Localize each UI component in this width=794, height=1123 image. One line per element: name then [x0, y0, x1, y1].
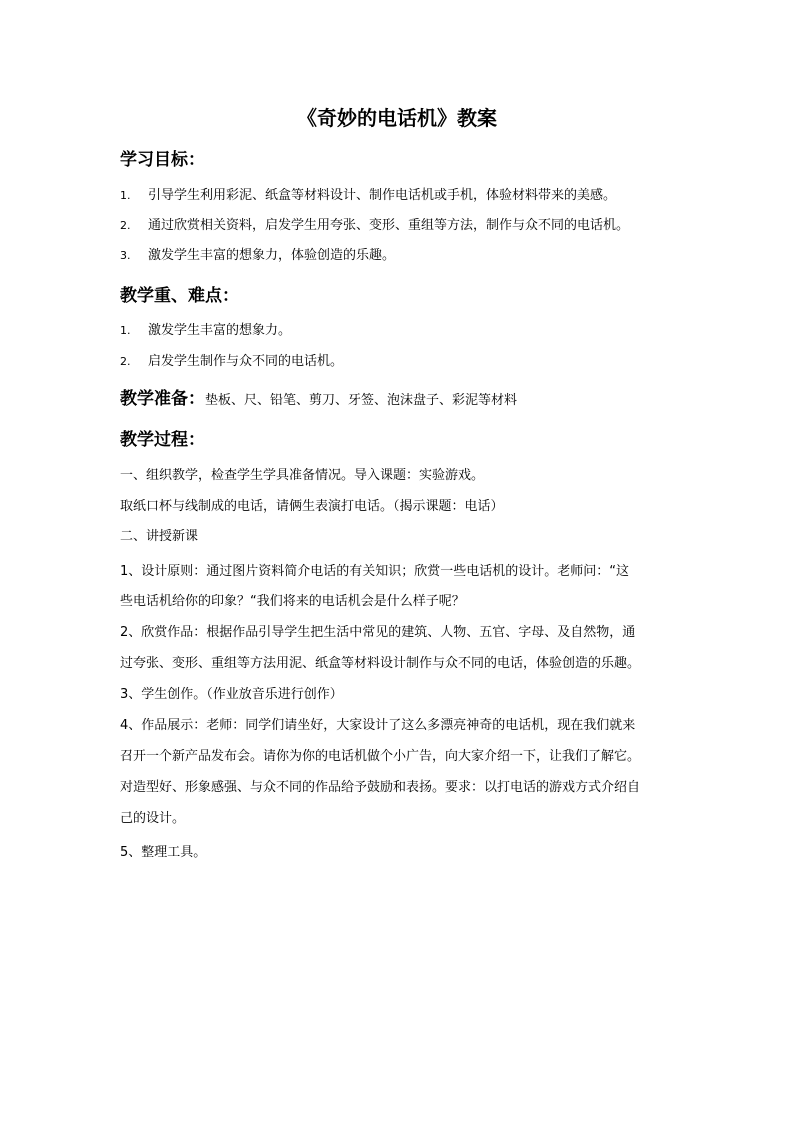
list-item-number: 2.	[120, 355, 131, 368]
document-title: 《奇妙的电话机》教案	[297, 106, 497, 130]
list-item-text: 启发学生制作与众不同的电话机。	[148, 354, 344, 369]
process-line: 一、组织教学，检查学生学具准备情况。导入课题：实验游戏。	[120, 468, 485, 483]
list-item	[120, 352, 343, 372]
list-item	[120, 216, 629, 236]
process-line: 己的设计。	[120, 811, 186, 826]
list-item	[120, 246, 395, 266]
process-line: 4、作品展示：老师：同学们请坐好，大家设计了这么多漂亮神奇的电话机，现在我们就来	[120, 718, 636, 733]
list-item	[120, 186, 616, 206]
process-line: 5、整理工具。	[120, 845, 207, 860]
heading-learning-goals: 学习目标：	[120, 150, 205, 170]
process-line: 召开一个新产品发布会。请你为你的电话机做个小广告，向大家介绍一下，让我们了解它。	[120, 749, 641, 764]
heading-teaching-process: 教学过程：	[120, 430, 205, 450]
list-item-text: 引导学生利用彩泥、纸盒等材料设计、制作电话机或手机，体验材料带来的美感。	[148, 188, 617, 203]
process-line: 2、欣赏作品：根据作品引导学生把生活中常见的建筑、人物、五官、字母、及自然物，通	[120, 625, 636, 640]
process-line: 些电话机给你的印象？“我们将来的电话机会是什么样子呢？	[120, 594, 465, 609]
list-item-number: 1.	[120, 324, 131, 337]
preparation-text: 垫板、尺、铅笔、剪刀、牙签、泡沫盘子、彩泥等材料	[205, 393, 518, 408]
list-item-text: 通过欣赏相关资料，启发学生用夸张、变形、重组等方法，制作与众不同的电话机。	[148, 218, 630, 233]
list-item-number: 1.	[120, 189, 131, 202]
process-line: 取纸口杯与线制成的电话，请俩生表演打电话。（揭示课题：电话）	[120, 499, 504, 514]
list-item-text: 激发学生丰富的想象力，体验创造的乐趣。	[148, 248, 396, 263]
list-item-number: 3.	[120, 249, 131, 262]
process-line: 对造型好、形象感强、与众不同的作品给予鼓励和表扬。要求：以打电话的游戏方式介绍自	[120, 780, 641, 795]
heading-preparation	[120, 387, 517, 413]
list-item	[120, 321, 291, 341]
list-item-text: 激发学生丰富的想象力。	[148, 323, 292, 338]
list-item-number: 2.	[120, 219, 131, 232]
process-line: 3、学生创作。（作业放音乐进行创作）	[120, 687, 343, 702]
heading-key-points: 教学重、难点：	[120, 286, 239, 306]
process-line: 过夸张、变形、重组等方法用泥、纸盒等材料设计制作与众不同的电话，体验创造的乐趣。	[120, 656, 641, 671]
preparation-label: 教学准备：	[120, 389, 205, 409]
process-line: 二、讲授新课	[120, 529, 199, 544]
process-line: 1、设计原则：通过图片资料简介电话的有关知识；欣赏一些电话机的设计。老师问：“这	[120, 564, 630, 579]
